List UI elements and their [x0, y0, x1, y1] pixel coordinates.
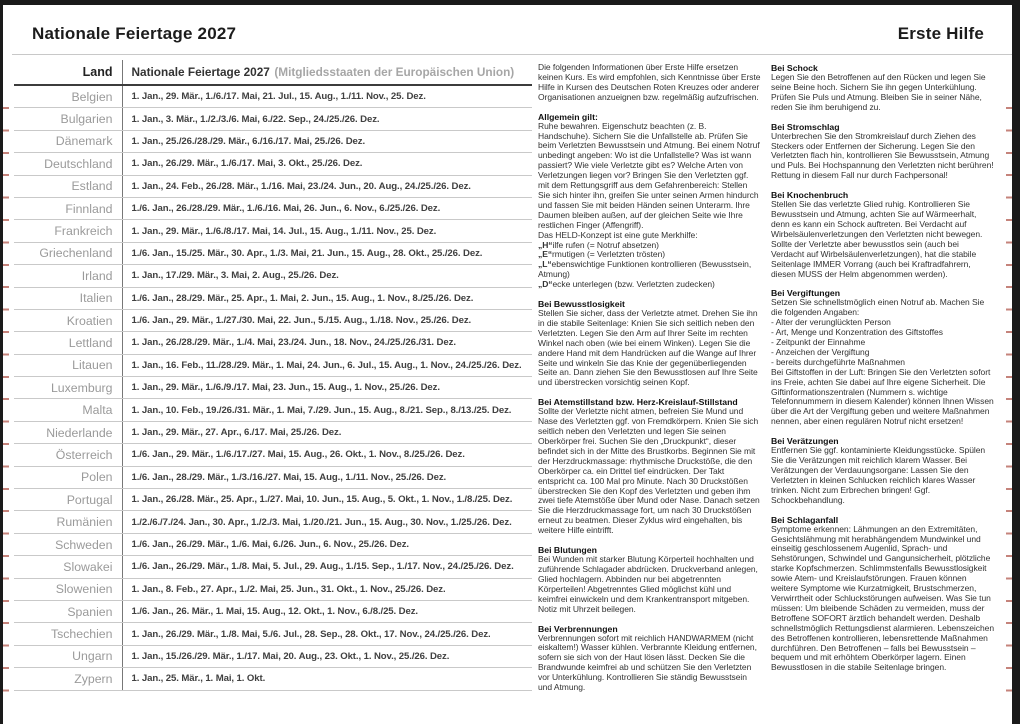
- country-name: Spanien: [14, 600, 122, 622]
- section-heading: Bei Schlaganfall: [771, 514, 839, 525]
- first-aid-section: [538, 545, 761, 614]
- table-row: [14, 153, 532, 175]
- first-aid-section: [538, 112, 761, 290]
- first-aid-section: [771, 122, 994, 182]
- table-row: [14, 85, 532, 108]
- first-aid-column-2: [771, 63, 994, 702]
- section-paragraph: - Alter der verunglückten Person: [771, 317, 891, 328]
- section-heading: Bei Bewusstlosigkeit: [538, 299, 625, 310]
- holiday-dates: 1./2./6./7./24. Jan., 30. Apr., 1./2./3. Mai, 1./20./21. Jun., 15. Aug., 30. Nov., 1./25./26. Dez.: [122, 511, 532, 533]
- country-name: Lettland: [14, 332, 122, 354]
- table-row: [14, 511, 532, 533]
- table-row: [14, 220, 532, 242]
- holiday-dates: 1. Jan., 26./29. Mär., 1./8. Mai, 5./6. Jul., 28. Sep., 28. Okt., 17. Nov., 24./25./26. Dez.: [122, 623, 532, 645]
- page-header: [32, 24, 984, 44]
- country-name: Kroatien: [14, 309, 122, 331]
- section-paragraph: „H“ilfe rufen (= Notruf absetzen): [538, 239, 659, 250]
- section-paragraph: „D“ecke unterlegen (bzw. Verletzten zudecken): [538, 279, 715, 290]
- holiday-dates: 1./6. Jan., 26./29. Mär., 1./8. Mai, 5. Jul., 29. Aug., 1./15. Sep., 1./17. Nov., 24./25./26. Dez.: [122, 556, 532, 578]
- section-paragraph: Setzen Sie schnellstmöglich einen Notruf ab. Machen Sie die folgenden Angaben:: [771, 297, 985, 318]
- first-aid-section: [538, 63, 761, 103]
- holiday-dates: 1. Jan., 29. Mär., 1./6./9./17. Mai, 23. Jun., 15. Aug., 1. Nov., 25./26. Dez.: [122, 377, 532, 399]
- table-row: [14, 578, 532, 600]
- holiday-dates: 1. Jan., 8. Feb., 27. Apr., 1./2. Mai, 25. Jun., 31. Okt., 1. Nov., 25./26. Dez.: [122, 578, 532, 600]
- first-aid-section: [538, 397, 761, 536]
- table-row: [14, 399, 532, 421]
- country-name: Slowenien: [14, 578, 122, 600]
- country-name: Portugal: [14, 489, 122, 511]
- section-paragraph: - Anzeichen der Vergiftung: [771, 346, 870, 357]
- table-title: Nationale Feiertage 2027: [131, 65, 270, 79]
- country-name: Deutschland: [14, 153, 122, 175]
- country-name: Finnland: [14, 197, 122, 219]
- section-heading: Bei Verätzungen: [771, 436, 839, 447]
- section-paragraph: Die folgenden Informationen über Erste Hilfe ersetzen keinen Kurs. Es wird empfohlen, sich Kenntnisse über Erste Hilfe in Kursen des Deutschen Roten Kreuzes oder anderer Organisationen anzueignen bzw. regelmäßig aufzufrischen.: [538, 62, 761, 102]
- holiday-dates: 1. Jan., 29. Mär., 1./6./17. Mai, 21. Jul., 15. Aug., 1./11. Nov., 25. Dez.: [122, 85, 532, 108]
- section-heading: Bei Verbrennungen: [538, 623, 618, 634]
- table-row: [14, 354, 532, 376]
- country-name: Rumänien: [14, 511, 122, 533]
- first-aid-panel: [538, 63, 994, 702]
- country-name: Zypern: [14, 668, 122, 690]
- red-index-marks-right: [1006, 107, 1012, 692]
- table-row: [14, 600, 532, 622]
- table-row: [14, 197, 532, 219]
- holiday-dates: 1. Jan., 26./28. Mär., 25. Apr., 1./27. Mai, 10. Jun., 15. Aug., 5. Okt., 1. Nov., 1./8./25. Dez.: [122, 489, 532, 511]
- holiday-dates: 1. Jan., 15./26./29. Mär., 1./17. Mai, 20. Aug., 23. Okt., 1. Nov., 25./26. Dez.: [122, 645, 532, 667]
- red-index-marks-left: [3, 107, 9, 692]
- country-name: Slowakei: [14, 556, 122, 578]
- country-name: Litauen: [14, 354, 122, 376]
- table-row: [14, 623, 532, 645]
- table-row: [14, 668, 532, 690]
- country-name: Estland: [14, 175, 122, 197]
- national-holidays-table: [14, 60, 532, 691]
- section-paragraph: Unterbrechen Sie den Stromkreislauf durch Ziehen des Steckers oder Entfernen der Sicherung. Legen Sie den Verletzten flach hin, kontrollieren Sie Bewusstsein, Atmung und Puls. Bei Hochspannung den Verletzten nicht berühren! Rettung in diesem Fall nur durch Fachpersonal!: [771, 130, 994, 181]
- header-divider: [12, 54, 1012, 55]
- table-row: [14, 466, 532, 488]
- holiday-dates: 1./6. Jan., 29. Mär., 1./27./30. Mai, 22. Jun., 5./15. Aug., 1./18. Nov., 25./26. Dez.: [122, 309, 532, 331]
- section-paragraph: Entfernen Sie ggf. kontaminierte Kleidungsstücke. Spülen Sie die Verätzungen mit reichlich klarem Wasser. Bei Verätzungen der Verdauungsorgane: Lassen Sie den Verletzten in kleinen Schlucken reichlich klares Wasser trinken. Nicht zum Erbrechen bringen! Ggf. Schockbehandlung.: [771, 445, 986, 505]
- first-aid-section: [771, 190, 994, 279]
- table-row: [14, 242, 532, 264]
- section-paragraph: „L“ebenswichtige Funktionen kontrollieren (Bewusstsein, Atmung): [538, 259, 752, 280]
- holiday-dates: 1. Jan., 26./28./29. Mär., 1./4. Mai, 23./24. Jun., 18. Nov., 24./25./26./31. Dez.: [122, 332, 532, 354]
- holiday-dates: 1./6. Jan., 26. Mär., 1. Mai, 15. Aug., 12. Okt., 1. Nov., 6./8./25. Dez.: [122, 600, 532, 622]
- country-name: Österreich: [14, 444, 122, 466]
- page-edge-right: [1012, 0, 1020, 724]
- page-edge-top: [0, 0, 1020, 5]
- country-name: Belgien: [14, 85, 122, 108]
- table-row: [14, 108, 532, 130]
- holiday-dates: 1./6. Jan., 29. Mär., 1./6./17./27. Mai, 15. Aug., 26. Okt., 1. Nov., 8./25./26. Dez.: [122, 444, 532, 466]
- country-name: Irland: [14, 265, 122, 287]
- section-paragraph: Ruhe bewahren. Eigenschutz beachten (z. B. Handschuhe). Sichern Sie die Unfallstelle ab. Prüfen Sie beim Verletzten Bewusstsein und Atmung. Bei einem Notruf unbedingt angeben: Wo ist die Unfallstelle? Was ist wann passiert? Wie viele Verletzte gibt es? Welche Arten von Verletzungen liegen vor? Bringen Sie den Verletzten ggf. mit dem Rettungsgriff aus dem Gefahrenbereich: Stellen Sie sich hinter ihn, greifen Sie unter seinen Armen hindurch und fassen Sie mit beiden Händen seinen Unterarm. Ihre Daumen bleiben außen, auf der gleichen Seite wie Ihre restlichen Finger (Affengriff).: [538, 120, 760, 230]
- section-paragraph: Das HELD-Konzept ist eine gute Merkhilfe:: [538, 229, 698, 240]
- table-header-row: [14, 60, 532, 85]
- table-row: [14, 421, 532, 443]
- country-name: Malta: [14, 399, 122, 421]
- section-paragraph: - Art, Menge und Konzentration des Giftstoffes: [771, 327, 943, 338]
- holiday-dates: 1. Jan., 26./29. Mär., 1./6./17. Mai, 3. Okt., 25./26. Dez.: [122, 153, 532, 175]
- country-name: Schweden: [14, 533, 122, 555]
- first-aid-section: [771, 515, 994, 674]
- holiday-dates: 1. Jan., 17./29. Mär., 3. Mai, 2. Aug., 25./26. Dez.: [122, 265, 532, 287]
- country-name: Niederlande: [14, 421, 122, 443]
- country-name: Griechenland: [14, 242, 122, 264]
- country-name: Polen: [14, 466, 122, 488]
- holiday-dates: 1. Jan., 3. Mär., 1./2./3./6. Mai, 6./22. Sep., 24./25./26. Dez.: [122, 108, 532, 130]
- section-paragraph: Bei Wunden mit starker Blutung Körperteil hochhalten und zuführende Schlagader abdrücken. Druckverband anlegen, Glied hochlagern. Abbinden nur bei abgetrennten Körperteilen! Abgetrenntes Glied möglichst kühl und keimfrei einwickeln und dem Krankentransport mitgeben. Notiz mit Uhrzeit beilegen.: [538, 554, 758, 614]
- section-heading: Allgemein gilt:: [538, 111, 598, 122]
- section-paragraph: Verbrennungen sofort mit reichlich HANDWARMEM (nicht eiskaltem!) Wasser kühlen. Verbrannte Kleidung entfernen, sofern sie sich von der Haut lösen lässt. Decken Sie die Brandwunde keimfrei ab und schützen Sie den Verletzten vor Unterkühlung. Kontrollieren Sie ständig Bewusstsein und Atmung.: [538, 632, 757, 693]
- first-aid-section: [538, 624, 761, 693]
- column-header-land: Land: [14, 60, 122, 85]
- page-title-right: Erste Hilfe: [897, 24, 984, 43]
- holiday-dates: 1. Jan., 24. Feb., 26./28. Mär., 1./16. Mai, 23./24. Jun., 20. Aug., 24./25./26. Dez.: [122, 175, 532, 197]
- table-row: [14, 489, 532, 511]
- first-aid-section: [771, 436, 994, 505]
- holiday-dates: 1./6. Jan., 15./25. Mär., 30. Apr., 1./3. Mai, 21. Jun., 15. Aug., 28. Okt., 25./26. Dez.: [122, 242, 532, 264]
- table-row: [14, 444, 532, 466]
- section-paragraph: Legen Sie den Betroffenen auf den Rücken und legen Sie seine Beine hoch. Sichern Sie ihn gegen Unterkühlung. Prüfen Sie Puls und Atmung. Bleiben Sie in seiner Nähe, reden Sie ihm beruhigend zu.: [771, 72, 986, 112]
- holiday-dates: 1. Jan., 25./26./28./29. Mär., 6./16./17. Mai, 25./26. Dez.: [122, 130, 532, 152]
- country-name: Ungarn: [14, 645, 122, 667]
- first-aid-column-1: [538, 63, 761, 702]
- table-row: [14, 556, 532, 578]
- holiday-dates: 1. Jan., 29. Mär., 1./6./8./17. Mai, 14. Jul., 15. Aug., 1./11. Nov., 25. Dez.: [122, 220, 532, 242]
- country-name: Frankreich: [14, 220, 122, 242]
- holiday-dates: 1./6. Jan., 26./29. Mär., 1./6. Mai, 6./26. Jun., 6. Nov., 25./26. Dez.: [122, 533, 532, 555]
- section-heading: Bei Stromschlag: [771, 121, 840, 132]
- section-heading: Bei Atemstillstand bzw. Herz-Kreislauf-Stillstand: [538, 397, 738, 408]
- holiday-dates: 1. Jan., 25. Mär., 1. Mai, 1. Okt.: [122, 668, 532, 690]
- table-subtitle: (Mitgliedsstaaten der Europäischen Union): [274, 65, 515, 79]
- table-row: [14, 265, 532, 287]
- section-paragraph: Stellen Sie das verletzte Glied ruhig. Kontrollieren Sie Bewusstsein und Atmung, achten Sie auf Wärmeerhalt, denn es kann ein Schock auftreten. Bei Verdacht auf Wirbelsäulenverletzungen den Verletzten nicht bewegen. Sollte der Verletzte aber bewusstlos sein (auch bei Verdacht auf Wirbelsäulenverletzungen), hat die stabile Seitenlage IMMER Vorrang (auch bei Kraftradfahrern, diesen MUSS der Helm abgenommen werden).: [771, 199, 983, 279]
- country-name: Dänemark: [14, 130, 122, 152]
- first-aid-section: [538, 299, 761, 388]
- first-aid-section: [771, 63, 994, 113]
- table-row: [14, 287, 532, 309]
- section-heading: Bei Schock: [771, 63, 818, 73]
- section-paragraph: Stellen Sie sicher, dass der Verletzte atmet. Drehen Sie ihn in die stabile Seitenlage: Knien Sie sich seitlich neben den Verletzten. Legen Sie den Arm auf Ihrer Seite im rechten Winkel nach oben (wie bei einem Winken). Legen Sie die andere Hand mit dem Handrücken auf die Wange auf Ihrer Seite und winkeln Sie das Knie der gegenüberliegenden Seite an. Dann ziehen Sie den Bewusstlosen auf Ihre Seite und überstrecken vorsichtig seinen Kopf.: [538, 308, 758, 388]
- section-paragraph: „E“rmutigen (= Verletzten trösten): [538, 249, 666, 260]
- country-name: Bulgarien: [14, 108, 122, 130]
- first-aid-section: [771, 288, 994, 427]
- section-heading: Bei Vergiftungen: [771, 288, 841, 299]
- section-paragraph: Symptome erkennen: Lähmungen an den Extremitäten, Gesichtslähmung mit herabhängendem Mundwinkel und einseitig geschlossenem Augenlid, Sprach- und Sehstörungen, Schwindel und Gangunsicherheit, plötzliche starke Kopfschmerzen. Schlimmstenfalls Bewusstlosigkeit sowie Atem- und Kreislaufstörungen. Frauen können weitere Symptome wie Kurzatmigkeit, Brustschmerzen, Verwirrtheit oder Schluckstörungen aufweisen. Was Sie tun müssen: Um bleibende Schäden zu vermeiden, muss der Betroffene SOFORT ärztlich behandelt werden. Deshalb schnellstmöglich Rettungsdienst alarmieren. Lebenszeichen des Betroffenen kontrollieren, lebensrettende Maßnahmen durchführen. Den Betroffenen – falls bei Bewusstsein – bequem und mit erhöhtem Oberkörper lagern. Einen Bewusstlosen in die stabile Seitenlage bringen.: [771, 523, 994, 673]
- column-header-holidays: [122, 60, 532, 85]
- page-title-left: Nationale Feiertage 2027: [32, 24, 237, 43]
- holiday-dates: 1. Jan., 10. Feb., 19./26./31. Mär., 1. Mai, 7./29. Jun., 15. Aug., 8./21. Sep., 8./13./25. Dez.: [122, 399, 532, 421]
- section-heading: Bei Knochenbruch: [771, 190, 849, 201]
- table-row: [14, 377, 532, 399]
- holiday-dates: 1./6. Jan., 28./29. Mär., 1./3./16./27. Mai, 15. Aug., 1./11. Nov., 25./26. Dez.: [122, 466, 532, 488]
- table-row: [14, 309, 532, 331]
- section-paragraph: Sollte der Verletzte nicht atmen, befreien Sie Mund und Nase des Verletzten ggf. von Fremdkörpern. Knien Sie sich seitlich neben den Verletzten und legen Sie seinen Oberkörper frei. Suchen Sie den „Druckpunkt“, dieser befindet sich in der Mitte des Brustkorbs. Beginnen Sie mit der Herzdruckmassage: rhythmische Druckstöße, die den Oberkörper ca. ein Drittel tief eindrücken. Der Takt entspricht ca. 100 Mal pro Minute. Nach 30 Druckstößen überstrecken Sie den Kopf des Verletzten und geben ihm zwei tiefe Atemstöße über Mund oder Nase. Danach setzen Sie die Herzdruckmassage fort, um nach 30 Druckstößen erneut zu beatmen. Dieser Zyklus wird eingehalten, bis weitere Hilfe eintrifft.: [538, 406, 760, 536]
- section-paragraph: - bereits durchgeführte Maßnahmen: [771, 356, 905, 367]
- table-row: [14, 533, 532, 555]
- section-paragraph: - Zeitpunkt der Einnahme: [771, 337, 866, 348]
- table-row: [14, 130, 532, 152]
- holiday-dates: 1. Jan., 16. Feb., 11./28./29. Mär., 1. Mai, 24. Jun., 6. Jul., 15. Aug., 1. Nov., 24./25./26. Dez.: [122, 354, 532, 376]
- section-paragraph: Bei Giftstoffen in der Luft: Bringen Sie den Verletzten sofort ins Freie, achten Sie dabei auf Ihre eigene Sicherheit. Die Giftinformationszentralen (Nummern s. wichtige Telefonnummern in diesem Kalender) können Ihnen Wissen über die Art der Vergiftung geben und weitere Maßnahmen nennen, aber einen regulären Notruf nicht ersetzen!: [771, 366, 994, 427]
- table-row: [14, 645, 532, 667]
- holiday-dates: 1./6. Jan., 26./28./29. Mär., 1./6./16. Mai, 26. Jun., 6. Nov., 6./25./26. Dez.: [122, 197, 532, 219]
- table-row: [14, 332, 532, 354]
- section-heading: Bei Blutungen: [538, 545, 597, 556]
- holiday-dates: 1. Jan., 29. Mär., 27. Apr., 6./17. Mai, 25./26. Dez.: [122, 421, 532, 443]
- country-name: Italien: [14, 287, 122, 309]
- country-name: Tschechien: [14, 623, 122, 645]
- holiday-dates: 1./6. Jan., 28./29. Mär., 25. Apr., 1. Mai, 2. Jun., 15. Aug., 1. Nov., 8./25./26. Dez.: [122, 287, 532, 309]
- country-name: Luxemburg: [14, 377, 122, 399]
- table-row: [14, 175, 532, 197]
